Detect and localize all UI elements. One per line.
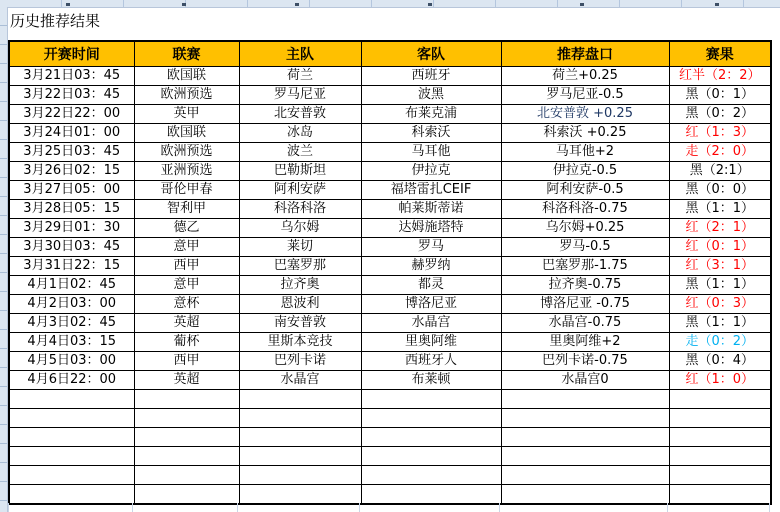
table-row (9, 295, 771, 314)
cell-handicap[interactable]: 荷兰+0.25 (501, 67, 669, 86)
cell-away[interactable]: 达姆施塔特 (361, 219, 501, 238)
cell-result[interactable]: 走（0：2） (669, 333, 771, 352)
cell-result[interactable]: 红（0：1） (669, 238, 771, 257)
cell-empty[interactable] (669, 466, 771, 485)
gridline-stub (769, 503, 770, 512)
cell-result[interactable]: 走（2：0） (669, 143, 771, 162)
cell-empty[interactable] (9, 428, 134, 447)
column-letter-remnant (580, 3, 584, 6)
cell-result[interactable]: 黑（0：2） (669, 105, 771, 124)
cell-empty[interactable] (134, 466, 239, 485)
cell-home[interactable]: 里斯本竞技 (239, 333, 361, 352)
column-headers-strip[interactable] (0, 0, 780, 8)
cell-empty[interactable] (239, 447, 361, 466)
cell-result[interactable]: 红（0：3） (669, 295, 771, 314)
cell-away[interactable]: 波黑 (361, 86, 501, 105)
cell-league[interactable]: 哥伦甲春 (134, 181, 239, 200)
cell-handicap[interactable]: 阿利安萨-0.5 (501, 181, 669, 200)
cell-league[interactable]: 欧国联 (134, 124, 239, 143)
cell-empty[interactable] (361, 409, 501, 428)
header-cell-home[interactable]: 主队 (239, 41, 361, 67)
cell-empty[interactable] (134, 390, 239, 409)
table-row (9, 181, 771, 200)
column-letter-remnant (182, 3, 186, 6)
column-letter-remnant (715, 3, 719, 6)
cell-home[interactable]: 波兰 (239, 143, 361, 162)
cell-home[interactable]: 冰岛 (239, 124, 361, 143)
cell-handicap[interactable]: 科洛科洛-0.75 (501, 200, 669, 219)
cell-league[interactable]: 西甲 (134, 352, 239, 371)
row-headers-strip[interactable] (0, 7, 8, 512)
gridline-stub (8, 503, 9, 512)
cell-away[interactable]: 布莱克浦 (361, 105, 501, 124)
cell-home[interactable]: 巴塞罗那 (239, 257, 361, 276)
cell-time[interactable]: 3月30日03：45 (9, 238, 134, 257)
cell-time[interactable]: 3月22日03：45 (9, 86, 134, 105)
cell-league[interactable]: 欧洲预选 (134, 86, 239, 105)
cell-away[interactable]: 西班牙 (361, 67, 501, 86)
cell-result[interactable]: 黑（2:1） (669, 162, 771, 181)
cell-empty[interactable] (669, 447, 771, 466)
cell-time[interactable]: 3月25日03：45 (9, 143, 134, 162)
cell-home[interactable]: 巴勒斯坦 (239, 162, 361, 181)
table-row-empty (9, 466, 771, 485)
cell-handicap[interactable]: 科索沃 +0.25 (501, 124, 669, 143)
table-header-row (9, 41, 771, 67)
cell-time[interactable]: 3月21日03：45 (9, 67, 134, 86)
cell-time[interactable]: 3月22日22：00 (9, 105, 134, 124)
table-row (9, 352, 771, 371)
cell-league[interactable]: 英超 (134, 314, 239, 333)
cell-empty[interactable] (239, 485, 361, 505)
cell-time[interactable]: 3月26日02：15 (9, 162, 134, 181)
column-letter-remnant (428, 3, 432, 6)
cell-league[interactable]: 亚洲预选 (134, 162, 239, 181)
cell-empty[interactable] (669, 409, 771, 428)
cell-home[interactable]: 罗马尼亚 (239, 86, 361, 105)
cell-home[interactable]: 拉齐奥 (239, 276, 361, 295)
cell-home[interactable]: 阿利安萨 (239, 181, 361, 200)
cell-empty[interactable] (9, 447, 134, 466)
table-row-empty (9, 428, 771, 447)
column-letter-remnant (66, 3, 70, 6)
cell-league[interactable]: 意甲 (134, 276, 239, 295)
cell-away[interactable]: 博洛尼亚 (361, 295, 501, 314)
table-row (9, 200, 771, 219)
table-row (9, 105, 771, 124)
table-row (9, 124, 771, 143)
cell-time[interactable]: 4月6日22：00 (9, 371, 134, 390)
table-row (9, 257, 771, 276)
cell-home[interactable]: 北安普敦 (239, 105, 361, 124)
cell-empty[interactable] (9, 409, 134, 428)
cell-result[interactable]: 红（1：0） (669, 371, 771, 390)
cell-empty[interactable] (361, 428, 501, 447)
cell-time[interactable]: 3月24日01：00 (9, 124, 134, 143)
page-title[interactable]: 历史推荐结果 (10, 12, 101, 30)
cell-handicap[interactable]: 罗马-0.5 (501, 238, 669, 257)
cell-empty[interactable] (501, 409, 669, 428)
cell-empty[interactable] (361, 466, 501, 485)
cell-handicap[interactable]: 巴塞罗那-1.75 (501, 257, 669, 276)
table-row (9, 371, 771, 390)
cell-time[interactable]: 3月29日01：30 (9, 219, 134, 238)
cell-empty[interactable] (239, 409, 361, 428)
cell-result[interactable]: 红（1：3） (669, 124, 771, 143)
cell-empty[interactable] (361, 485, 501, 505)
cell-handicap[interactable]: 水晶宫-0.75 (501, 314, 669, 333)
cell-away[interactable]: 福塔雷扎CEIF (361, 181, 501, 200)
cell-home[interactable]: 科洛科洛 (239, 200, 361, 219)
cell-away[interactable]: 罗马 (361, 238, 501, 257)
table-row (9, 238, 771, 257)
cell-handicap[interactable]: 巴列卡诺-0.75 (501, 352, 669, 371)
recommendation-table (8, 40, 772, 505)
cell-home[interactable]: 水晶宫 (239, 371, 361, 390)
cell-home[interactable]: 荷兰 (239, 67, 361, 86)
cell-away[interactable]: 科索沃 (361, 124, 501, 143)
cell-empty[interactable] (9, 485, 134, 505)
cell-empty[interactable] (501, 466, 669, 485)
cell-empty[interactable] (501, 390, 669, 409)
header-cell-handicap[interactable]: 推荐盘口 (501, 41, 669, 67)
cell-home[interactable]: 巴列卡诺 (239, 352, 361, 371)
cell-result[interactable]: 红（3：1） (669, 257, 771, 276)
table-row (9, 276, 771, 295)
cell-away[interactable]: 里奥阿维 (361, 333, 501, 352)
cell-handicap[interactable]: 博洛尼亚 -0.75 (501, 295, 669, 314)
cell-empty[interactable] (9, 390, 134, 409)
cell-handicap[interactable]: 拉齐奥-0.75 (501, 276, 669, 295)
cell-result[interactable]: 黑（1：1） (669, 276, 771, 295)
cell-empty[interactable] (361, 447, 501, 466)
cell-empty[interactable] (134, 428, 239, 447)
cell-empty[interactable] (239, 390, 361, 409)
cell-empty[interactable] (134, 409, 239, 428)
table-body (9, 67, 771, 505)
cell-time[interactable]: 4月1日02：45 (9, 276, 134, 295)
gridline-stub (359, 503, 360, 512)
table-row (9, 67, 771, 86)
gridline-stub (667, 503, 668, 512)
table-row (9, 143, 771, 162)
cell-empty[interactable] (501, 428, 669, 447)
cell-league[interactable]: 欧国联 (134, 67, 239, 86)
cell-empty[interactable] (239, 428, 361, 447)
cell-time[interactable]: 3月28日05：15 (9, 200, 134, 219)
cell-away[interactable]: 伊拉克 (361, 162, 501, 181)
cell-empty[interactable] (501, 485, 669, 505)
cell-empty[interactable] (501, 447, 669, 466)
cell-result[interactable]: 红（2：1） (669, 219, 771, 238)
table-row-empty (9, 485, 771, 505)
cell-empty[interactable] (361, 390, 501, 409)
gridline-stub (499, 503, 500, 512)
gridline-stub (237, 503, 238, 512)
header-cell-away[interactable]: 客队 (361, 41, 501, 67)
cell-time[interactable]: 4月2日03：00 (9, 295, 134, 314)
cell-empty[interactable] (239, 466, 361, 485)
cell-league[interactable]: 葡杯 (134, 333, 239, 352)
cell-away[interactable]: 马耳他 (361, 143, 501, 162)
cell-home[interactable]: 乌尔姆 (239, 219, 361, 238)
table-row-empty (9, 390, 771, 409)
cell-handicap[interactable]: 水晶宫0 (501, 371, 669, 390)
cell-empty[interactable] (134, 485, 239, 505)
cell-empty[interactable] (669, 485, 771, 505)
cell-result[interactable]: 黑（1：1） (669, 314, 771, 333)
table-row (9, 314, 771, 333)
cell-league[interactable]: 英甲 (134, 105, 239, 124)
cell-handicap[interactable]: 马耳他+2 (501, 143, 669, 162)
cell-league[interactable]: 智利甲 (134, 200, 239, 219)
cell-league[interactable]: 西甲 (134, 257, 239, 276)
cell-handicap[interactable]: 北安普敦 +0.25 (501, 105, 669, 124)
gridline-stub (132, 503, 133, 512)
table-row-empty (9, 409, 771, 428)
cell-empty[interactable] (9, 466, 134, 485)
header-cell-time[interactable]: 开赛时间 (9, 41, 134, 67)
cell-handicap[interactable]: 里奥阿维+2 (501, 333, 669, 352)
cell-home[interactable]: 恩波利 (239, 295, 361, 314)
column-letter-remnant (295, 3, 299, 6)
cell-away[interactable]: 布莱顿 (361, 371, 501, 390)
cell-league[interactable]: 德乙 (134, 219, 239, 238)
cell-result[interactable]: 黑（0：0） (669, 181, 771, 200)
cell-result[interactable]: 黑（1：1） (669, 200, 771, 219)
table-row (9, 86, 771, 105)
cell-empty[interactable] (669, 390, 771, 409)
cell-league[interactable]: 英超 (134, 371, 239, 390)
cell-handicap[interactable]: 罗马尼亚-0.5 (501, 86, 669, 105)
cell-away[interactable]: 帕莱斯蒂诺 (361, 200, 501, 219)
header-cell-result[interactable]: 赛果 (669, 41, 771, 67)
header-cell-league[interactable]: 联赛 (134, 41, 239, 67)
cell-league[interactable]: 意杯 (134, 295, 239, 314)
cell-time[interactable]: 4月3日02：45 (9, 314, 134, 333)
cell-result[interactable]: 黑（0：1） (669, 86, 771, 105)
cell-away[interactable]: 赫罗纳 (361, 257, 501, 276)
table-row (9, 162, 771, 181)
cell-away[interactable]: 都灵 (361, 276, 501, 295)
cell-result[interactable]: 黑（0：4） (669, 352, 771, 371)
cell-away[interactable]: 西班牙人 (361, 352, 501, 371)
cell-home[interactable]: 莱切 (239, 238, 361, 257)
cell-handicap[interactable]: 乌尔姆+0.25 (501, 219, 669, 238)
cell-handicap[interactable]: 伊拉克-0.5 (501, 162, 669, 181)
cell-time[interactable]: 4月4日03：15 (9, 333, 134, 352)
table-row (9, 333, 771, 352)
cell-empty[interactable] (134, 447, 239, 466)
cell-away[interactable]: 水晶宫 (361, 314, 501, 333)
cell-result[interactable]: 红半（2：2） (669, 67, 771, 86)
table-row-empty (9, 447, 771, 466)
cell-league[interactable]: 意甲 (134, 238, 239, 257)
cell-league[interactable]: 欧洲预选 (134, 143, 239, 162)
cell-empty[interactable] (669, 428, 771, 447)
cell-time[interactable]: 3月27日05：00 (9, 181, 134, 200)
cell-home[interactable]: 南安普敦 (239, 314, 361, 333)
table-row (9, 219, 771, 238)
cell-time[interactable]: 3月31日22：15 (9, 257, 134, 276)
cell-time[interactable]: 4月5日03：00 (9, 352, 134, 371)
